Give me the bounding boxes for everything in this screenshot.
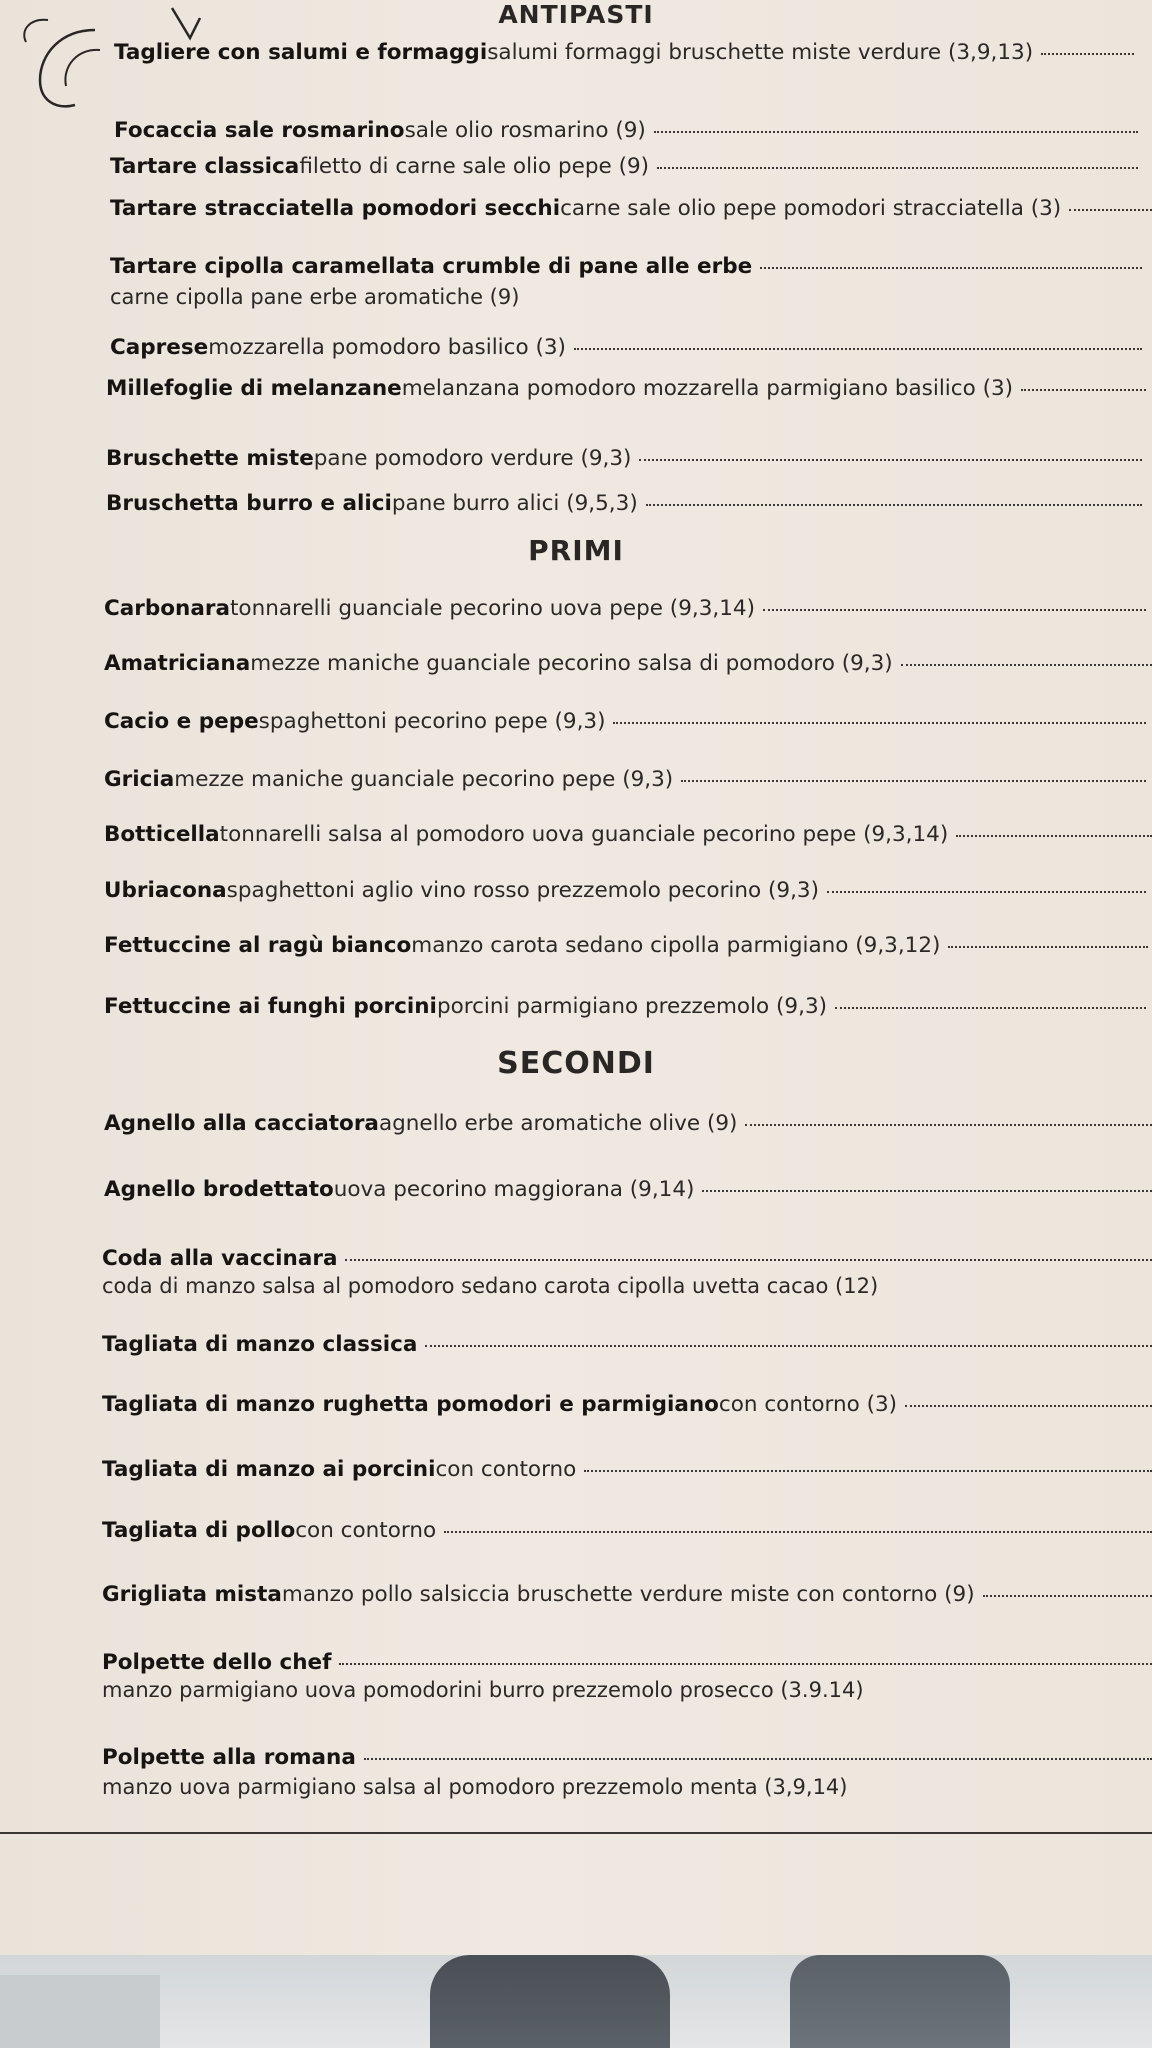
leader-dots	[339, 1662, 1152, 1665]
leader-dots	[835, 1006, 1146, 1009]
item-name: Caprese	[110, 335, 209, 360]
leader-dots	[646, 503, 1142, 506]
item-description: mezze maniche guanciale pecorino pepe (9,3)	[174, 767, 674, 792]
item-name: Polpette alla romana	[102, 1745, 356, 1770]
item-description-line: carne cipolla pane erbe aromatiche (9)	[110, 285, 520, 309]
leader-dots	[983, 1594, 1152, 1597]
item-description: con contorno (3)	[718, 1392, 898, 1417]
background-shape	[790, 1955, 1010, 2048]
item-name: Bruschette miste	[106, 446, 314, 471]
item-name: Polpette dello chef	[102, 1650, 332, 1675]
item-name: Agnello alla cacciatora	[104, 1111, 379, 1136]
item-name: Fettuccine al ragù bianco	[104, 933, 412, 958]
leader-dots	[760, 266, 1142, 269]
item-description: filetto di carne sale olio pepe (9)	[299, 154, 650, 179]
leader-dots	[905, 1404, 1152, 1407]
leader-dots	[1021, 388, 1146, 391]
item-description-line: coda di manzo salsa al pomodoro sedano carota cipolla uvetta cacao (12)	[102, 1274, 879, 1298]
item-description: carne sale olio pepe pomodori stracciatella (3)	[560, 196, 1062, 221]
leader-dots	[345, 1258, 1152, 1261]
item-name: Focaccia sale rosmarino	[114, 118, 405, 143]
item-description: salumi formaggi bruschette miste verdure (3,9,13)	[487, 40, 1034, 65]
leader-dots	[745, 1123, 1152, 1126]
leader-dots	[763, 608, 1146, 611]
background-scene	[0, 1955, 1152, 2048]
item-description: pane pomodoro verdure (9,3)	[313, 446, 632, 471]
item-name: Tartare stracciatella pomodori secchi	[110, 196, 561, 221]
item-description: spaghettoni aglio vino rosso prezzemolo pecorino (9,3)	[226, 878, 819, 903]
item-name: Gricia	[104, 767, 175, 792]
leader-dots	[654, 130, 1138, 133]
item-description-line: manzo uova parmigiano salsa al pomodoro prezzemolo menta (3,9,14)	[102, 1775, 848, 1799]
item-description: con contorno	[435, 1457, 577, 1482]
leader-dots	[574, 347, 1142, 350]
section-title-antipasti: ANTIPASTI	[498, 0, 654, 29]
item-description: mezze maniche guanciale pecorino salsa di pomodoro (9,3)	[250, 651, 893, 676]
item-description: uova pecorino maggiorana (9,14)	[333, 1177, 695, 1202]
item-description: melanzana pomodoro mozzarella parmigiano basilico (3)	[401, 376, 1014, 401]
leader-dots	[681, 779, 1146, 782]
item-description: mozzarella pomodoro basilico (3)	[208, 335, 566, 360]
leader-dots	[956, 834, 1152, 837]
item-name: Tagliata di manzo ai porcini	[102, 1457, 436, 1482]
leader-dots	[364, 1757, 1152, 1760]
item-name: Tartare classica	[110, 154, 300, 179]
item-name: Bruschetta burro e alici	[106, 491, 392, 516]
leader-dots	[901, 663, 1152, 666]
bottom-rule	[0, 1832, 1152, 1834]
item-name: Amatriciana	[104, 651, 251, 676]
item-description: porcini parmigiano prezzemolo (9,3)	[436, 994, 828, 1019]
item-description: manzo pollo salsiccia bruschette verdure miste con contorno (9)	[281, 1582, 975, 1607]
item-name: Tagliata di pollo	[102, 1518, 296, 1543]
leader-dots	[1069, 208, 1152, 211]
section-title-secondi: SECONDI	[497, 1046, 655, 1081]
leader-dots	[702, 1189, 1152, 1192]
leader-dots	[948, 945, 1148, 948]
item-name: Tagliata di manzo rughetta pomodori e parmigiano	[102, 1392, 719, 1417]
item-name: Coda alla vaccinara	[102, 1246, 338, 1271]
item-name: Tagliata di manzo classica	[102, 1332, 418, 1357]
leader-dots	[613, 721, 1146, 724]
item-name: Botticella	[104, 822, 220, 847]
background-shape	[0, 1975, 160, 2048]
item-description: manzo carota sedano cipolla parmigiano (9,3,12)	[411, 933, 941, 958]
leader-dots	[657, 166, 1138, 169]
item-name: Millefoglie di melanzane	[106, 376, 402, 401]
background-shape	[430, 1955, 670, 2048]
leader-dots	[425, 1344, 1152, 1347]
leader-dots	[1041, 52, 1134, 55]
item-name: Cacio e pepe	[104, 709, 259, 734]
item-name: Tartare cipolla caramellata crumble di pane alle erbe	[110, 254, 753, 279]
item-name: Fettuccine ai funghi porcini	[104, 994, 437, 1019]
item-name: Tagliere con salumi e formaggi	[114, 40, 488, 65]
item-name: Ubriacona	[104, 878, 227, 903]
item-description: tonnarelli guanciale pecorino uova pepe (9,3,14)	[229, 596, 755, 621]
leader-dots	[827, 890, 1146, 893]
item-description: con contorno	[295, 1518, 437, 1543]
item-name: Agnello brodettato	[104, 1177, 334, 1202]
item-description: agnello erbe aromatiche olive (9)	[378, 1111, 738, 1136]
leader-dots	[584, 1469, 1152, 1472]
item-description-line: manzo parmigiano uova pomodorini burro prezzemolo prosecco (3.9.14)	[102, 1678, 864, 1702]
section-title-primi: PRIMI	[528, 534, 624, 567]
leader-dots	[639, 458, 1142, 461]
item-description: tonnarelli salsa al pomodoro uova guanciale pecorino pepe (9,3,14)	[219, 822, 949, 847]
item-description: spaghettoni pecorino pepe (9,3)	[258, 709, 606, 734]
item-name: Carbonara	[104, 596, 230, 621]
item-description: sale olio rosmarino (9)	[404, 118, 646, 143]
item-description: pane burro alici (9,5,3)	[391, 491, 638, 516]
item-name: Grigliata mista	[102, 1582, 282, 1607]
leader-dots	[444, 1530, 1152, 1533]
